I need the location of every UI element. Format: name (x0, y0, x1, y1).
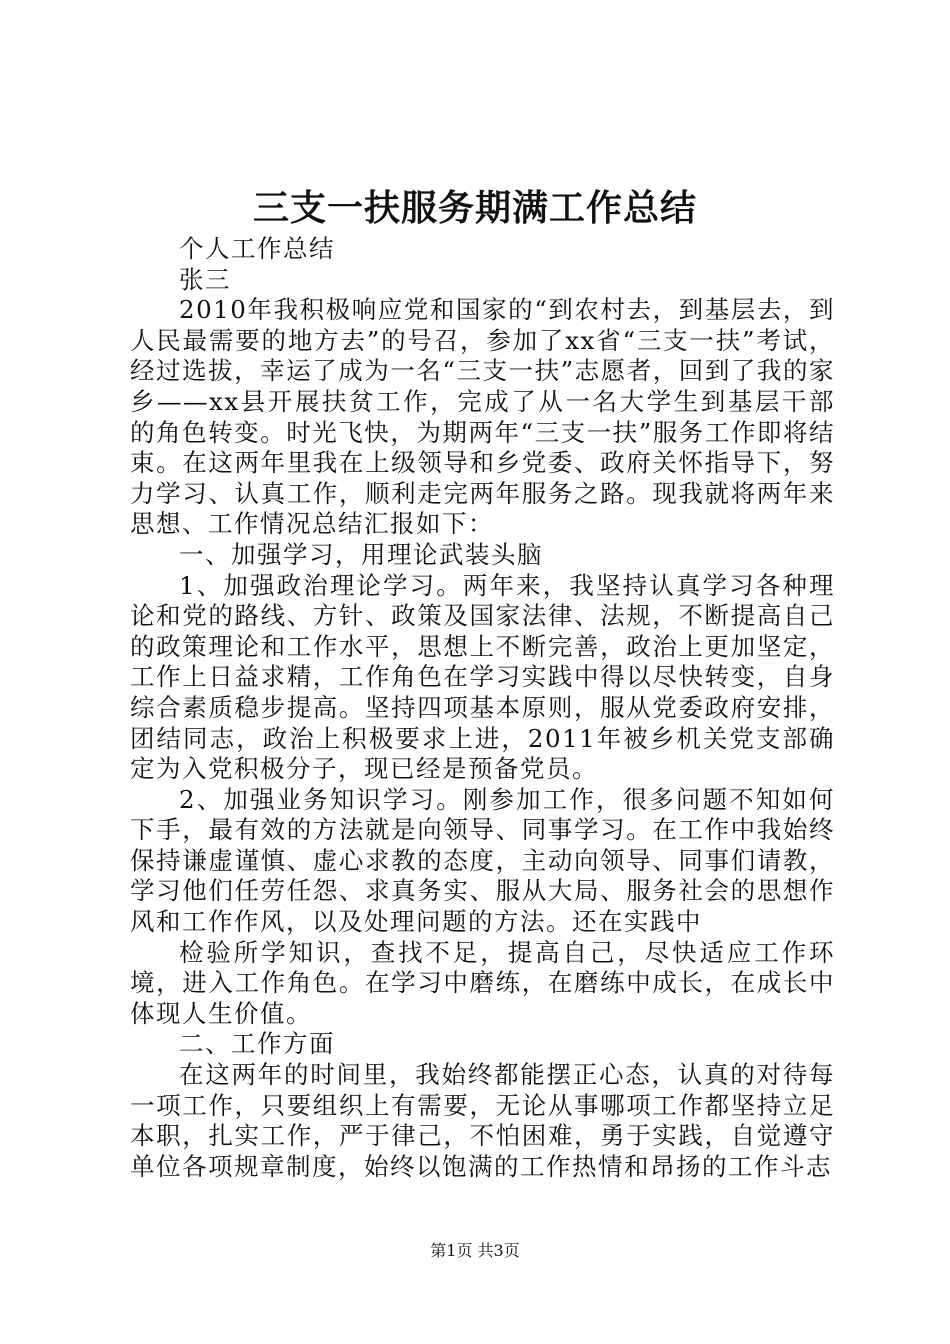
paragraph-subtitle: 个人工作总结 (179, 234, 335, 263)
section-heading-1: 一、加强学习，用理论武装头脑 (179, 539, 543, 569)
paragraph-work: 在这两年的时间里，我始终都能摆正心态，认真的对待每一项工作，只要组织上有需要，无论从事哪项工作都坚持立足本职，扎实工作，严于律己，不怕困难，勇于实践，自觉遵守单位各项规章制度，始终以饱满的工作热情和昂扬的工作斗志 (130, 1060, 835, 1181)
paragraph-professional-study: 2、加强业务知识学习。刚参加工作，很多问题不知如何下手，最有效的方法就是向领导、同事学习。在工作中我始终保持谦虚谨慎、虚心求教的态度，主动向领导、同事们请教，学习他们任劳任怨、求真务实、服从大局、服务社会的思想作风和工作作风，以及处理问题的方法。还在实践中 (130, 784, 835, 937)
paragraph-author: 张三 (179, 264, 231, 294)
paragraph-practice: 检验所学知识，查找不足，提高自己，尽快适应工作环境，进入工作角色。在学习中磨练，在磨练中成长，在成长中体现人生价值。 (130, 937, 835, 1028)
paragraph-intro: 2010年我积极响应党和国家的“到农村去，到基层去，到人民最需要的地方去”的号召，参加了xx省“三支一扶”考试，经过选拔，幸运了成为一名“三支一扶”志愿者，回到了我的家乡——xx县开展扶贫工作，完成了从一名大学生到基层干部的角色转变。时光飞快，为期两年“三支一扶”服务工作即将结束。在这两年里我在上级领导和乡党委、政府关怀指导下，努力学习、认真工作，顺利走完两年服务之路。现我就将两年来思想、工作情况总结汇报如下： (130, 295, 835, 539)
section-heading-2: 二、工作方面 (179, 1029, 335, 1059)
paragraph-political-study: 1、加强政治理论学习。两年来，我坚持认真学习各种理论和党的路线、方针、政策及国家法律、法规，不断提高自己的政策理论和工作水平，思想上不断完善，政治上更加坚定，工作上日益求精，工作角色在学习实践中得以尽快转变，自身综合素质稳步提高。坚持四项基本原则，服从党委政府安排，团结同志，政治上积极要求上进，2011年被乡机关党支部确定为入党积极分子，现已经是预备党员。 (130, 570, 835, 784)
document-body (130, 234, 835, 1182)
page-footer: 第1页 共3页 (430, 1241, 520, 1260)
document-title: 三支一扶服务期满工作总结 (252, 187, 697, 229)
